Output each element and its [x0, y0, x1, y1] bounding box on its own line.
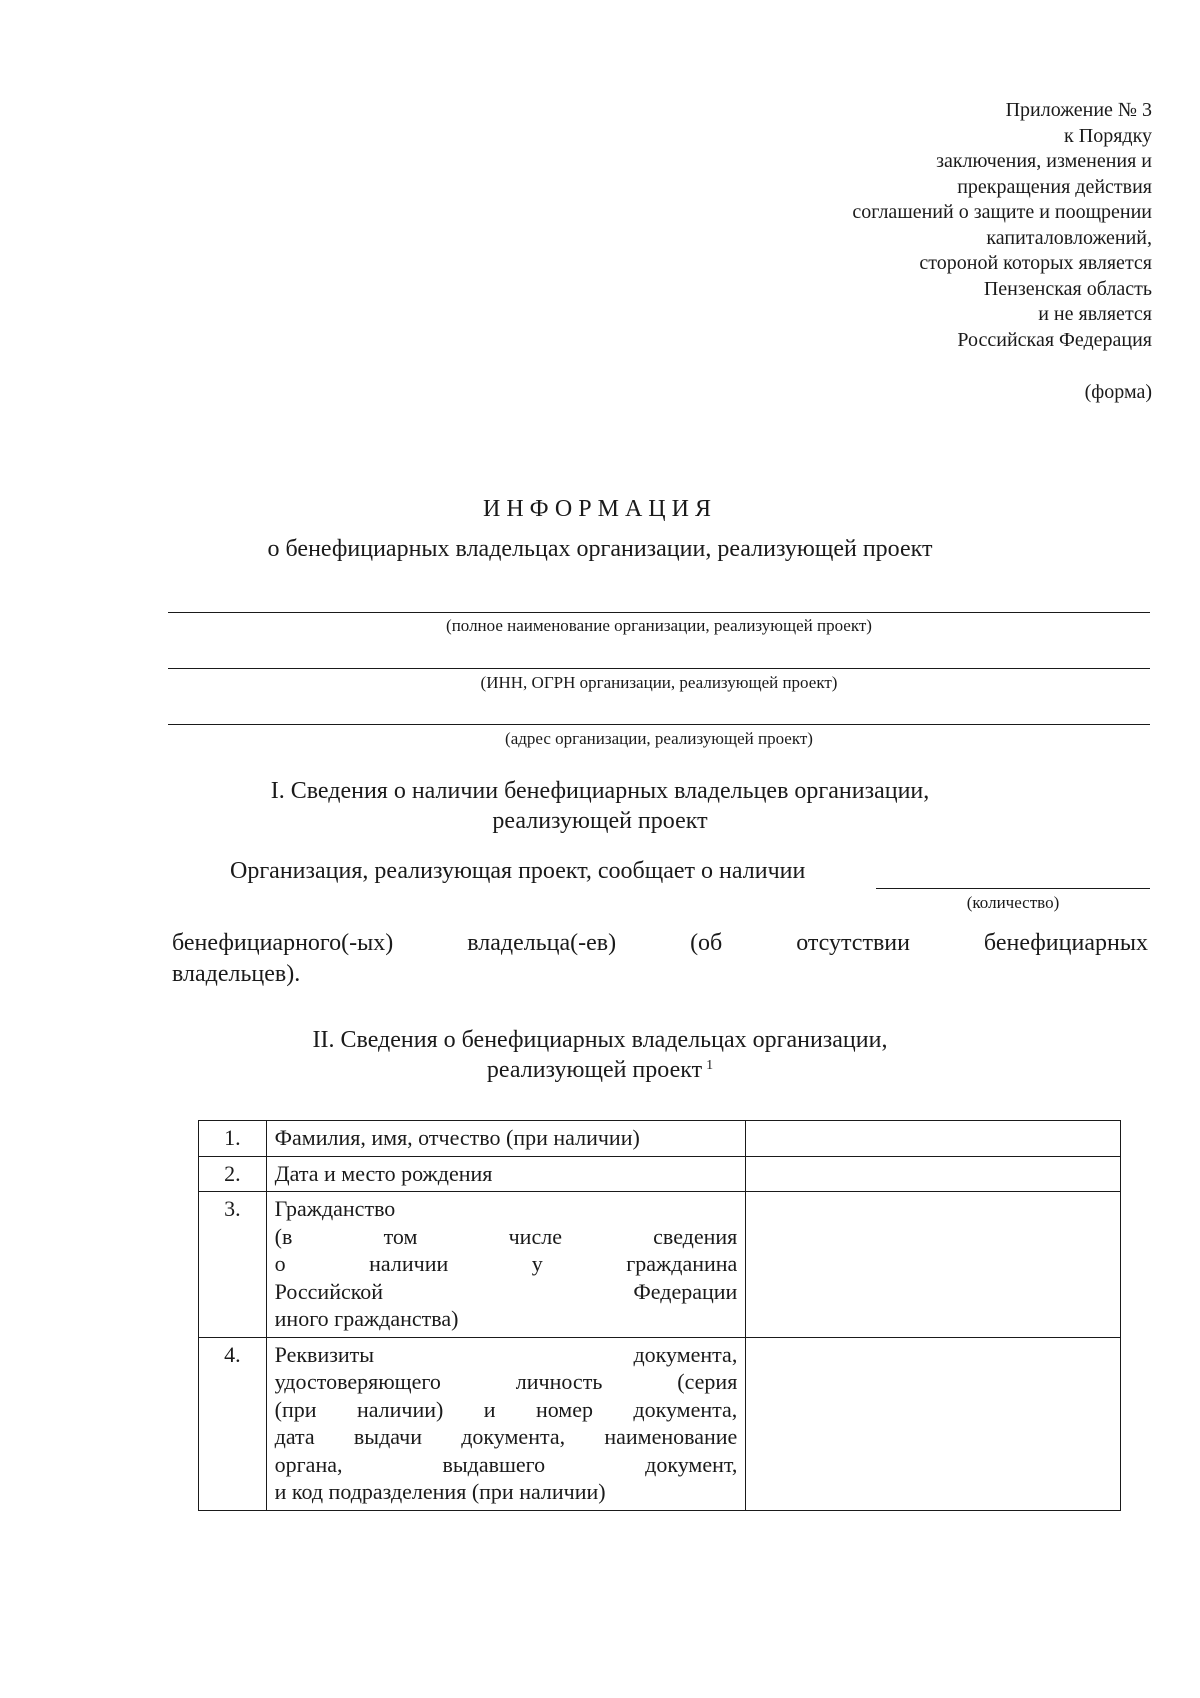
form-mark: (форма) — [1084, 381, 1152, 403]
label-justified-line — [275, 1223, 738, 1251]
appendix-line: соглашений о защите и поощрении — [852, 201, 1152, 223]
section1-paragraph — [172, 928, 1148, 990]
label-word: сведения — [653, 1223, 738, 1249]
label-word: числе — [508, 1223, 562, 1249]
paragraph-end: владельцев). — [172, 961, 301, 987]
label-line: и код подразделения (при наличии) — [274, 1479, 606, 1504]
paragraph-justified-line — [172, 928, 1148, 959]
appendix-line: Приложение № 3 — [1005, 99, 1152, 121]
label-word: наименование — [604, 1424, 738, 1449]
label-word: дата — [274, 1424, 315, 1449]
org-name-field[interactable] — [168, 612, 1150, 613]
label-word: наличии) — [356, 1396, 444, 1422]
row-value-cell[interactable] — [746, 1121, 1121, 1157]
appendix-line: капиталовложений, — [986, 226, 1152, 249]
label-word: (серия — [677, 1369, 738, 1394]
label-word: органа, — [274, 1451, 343, 1477]
org-name-caption: (полное наименование организации, реализующей проект) — [446, 616, 872, 635]
row-number: 2. — [199, 1156, 267, 1192]
count-caption: (количество) — [966, 893, 1060, 912]
paragraph-word: (об — [690, 930, 723, 956]
label-word: Российской — [274, 1278, 384, 1304]
label-word: выдачи — [353, 1424, 423, 1449]
appendix-line: заключения, изменения и — [936, 150, 1152, 172]
table-row — [199, 1192, 1121, 1338]
org-address-caption: (адрес организации, реализующей проект) — [505, 729, 813, 748]
beneficiary-info-table — [198, 1120, 1121, 1511]
label-word: том — [383, 1223, 418, 1249]
paragraph-word: отсутствии — [796, 930, 910, 956]
row-label: Дата и место рождения — [266, 1156, 746, 1192]
label-word: гражданина — [626, 1251, 738, 1276]
paragraph-word: владельца(-ев) — [467, 930, 617, 956]
label-word: номер — [535, 1396, 593, 1422]
org-address-field[interactable] — [168, 724, 1150, 725]
row-label: Фамилия, имя, отчество (при наличии) — [266, 1121, 746, 1157]
label-justified-line — [275, 1278, 738, 1306]
label-word: о — [274, 1251, 286, 1276]
appendix-line: Российская Федерация — [957, 328, 1152, 351]
section2-heading-line2-text: реализующей проект — [486, 1057, 703, 1083]
label-word: (при — [274, 1396, 317, 1422]
appendix-line: Пензенская область — [983, 277, 1152, 300]
paragraph-word: бенефициарных — [983, 930, 1148, 956]
section2-heading-line1: II. Сведения о бенефициарных владельцах организации, — [312, 1027, 888, 1053]
table-row — [199, 1156, 1121, 1192]
row-value-cell[interactable] — [746, 1192, 1121, 1338]
label-word: документа, — [633, 1396, 738, 1422]
label-word: документа, — [633, 1341, 738, 1367]
label-line: иного гражданства) — [274, 1306, 459, 1331]
appendix-line: стороной которых является — [919, 252, 1152, 274]
row-label — [266, 1192, 746, 1338]
beneficiary-count-field[interactable] — [876, 888, 1150, 889]
row-number: 1. — [199, 1121, 267, 1157]
row-number: 4. — [199, 1337, 267, 1510]
row-number: 3. — [199, 1192, 267, 1338]
label-word: удостоверяющего — [274, 1369, 441, 1394]
table-row — [199, 1337, 1121, 1510]
label-word: и — [483, 1396, 496, 1422]
section1-heading — [0, 776, 1200, 836]
label-word: документа, — [461, 1424, 566, 1449]
row-label — [266, 1337, 746, 1510]
document-subtitle: о бенефициарных владельцах организации, реализующей проект — [267, 536, 933, 562]
table-row — [199, 1121, 1121, 1157]
label-word: Реквизиты — [274, 1341, 375, 1367]
label-justified-line — [275, 1368, 738, 1396]
appendix-line: прекращения действия — [957, 175, 1152, 198]
appendix-reference — [592, 98, 1152, 353]
label-word: выдавшего — [442, 1451, 546, 1477]
row-value-cell[interactable] — [746, 1156, 1121, 1192]
label-word: Федерации — [633, 1278, 738, 1304]
label-word: личность — [515, 1369, 603, 1394]
label-justified-line — [275, 1396, 738, 1424]
document-title: ИНФОРМАЦИЯ — [483, 496, 717, 522]
row-value-cell[interactable] — [746, 1337, 1121, 1510]
paragraph-word: бенефициарного(-ых) — [172, 930, 394, 956]
section2-heading — [0, 1025, 1200, 1085]
label-justified-line — [275, 1451, 738, 1479]
label-word: документ, — [645, 1451, 738, 1477]
inn-ogrn-caption: (ИНН, ОГРН организации, реализующей проект) — [480, 673, 838, 692]
appendix-line: к Порядку — [1064, 124, 1152, 147]
section2-heading-line2 — [0, 1055, 1200, 1085]
section1-heading-line2: реализующей проект — [492, 808, 708, 834]
label-word: у — [531, 1251, 543, 1276]
section1-paragraph-start: Организация, реализующая проект, сообщает о наличии — [230, 858, 806, 884]
label-word: наличии — [369, 1251, 449, 1276]
label-justified-line — [275, 1250, 738, 1278]
footnote-mark: 1 — [706, 1058, 714, 1073]
label-justified-line — [275, 1423, 738, 1451]
inn-ogrn-field[interactable] — [168, 668, 1150, 669]
appendix-line: и не является — [1038, 303, 1152, 325]
label-line: Гражданство — [274, 1196, 396, 1221]
label-justified-line — [275, 1341, 738, 1369]
label-word: (в — [274, 1223, 293, 1249]
section1-heading-line1: I. Сведения о наличии бенефициарных владельцев организации, — [270, 778, 930, 804]
